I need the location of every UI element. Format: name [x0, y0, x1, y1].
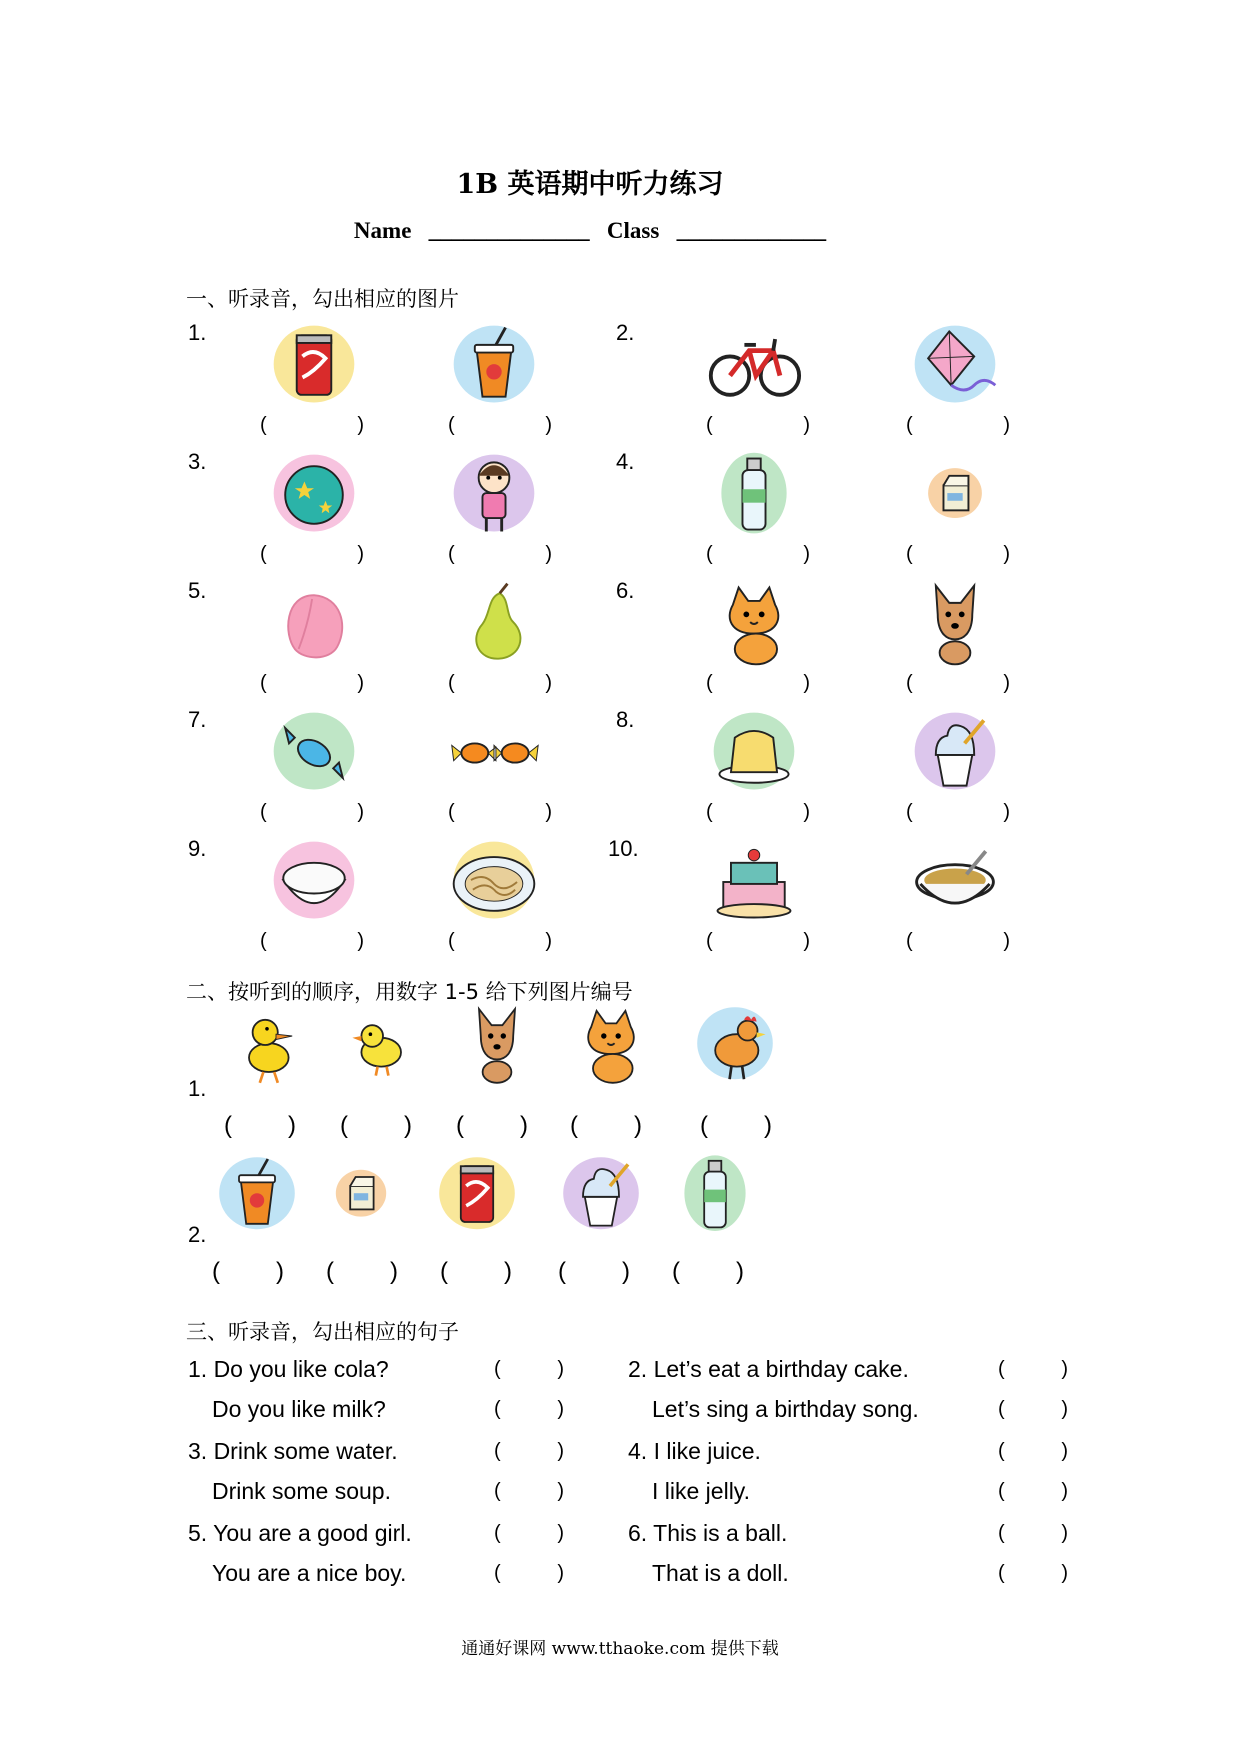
answer-bracket[interactable]: ( ): [448, 543, 552, 565]
answer-bracket[interactable]: ( ): [706, 801, 810, 823]
sweets-icon: [442, 705, 546, 801]
kite-icon: [903, 318, 1007, 414]
answer-bracket[interactable]: ( ): [448, 414, 552, 436]
name-blank[interactable]: ______________: [428, 218, 590, 243]
rice-icon: [262, 834, 366, 930]
number-bracket[interactable]: ( ): [700, 1112, 772, 1139]
cake-icon: [702, 834, 806, 930]
cat-icon: [702, 576, 806, 672]
answer-bracket[interactable]: ( ): [906, 930, 1010, 952]
item-number: 7.: [188, 707, 207, 732]
milk-carton-icon: [903, 447, 1007, 543]
number-bracket[interactable]: ( ): [212, 1258, 284, 1285]
number-bracket[interactable]: ( ): [340, 1112, 412, 1139]
sentence-check-bracket[interactable]: ( ): [998, 1522, 1068, 1544]
juice-cup-icon: [442, 318, 546, 414]
answer-bracket[interactable]: ( ): [906, 801, 1010, 823]
item-number: 10.: [608, 836, 639, 861]
sentence: 1. Do you like cola?: [188, 1356, 389, 1382]
item-number: 2.: [616, 320, 635, 345]
answer-bracket[interactable]: ( ): [906, 414, 1010, 436]
answer-bracket[interactable]: ( ): [260, 414, 364, 436]
duck-icon: [222, 1000, 312, 1090]
number-bracket[interactable]: ( ): [456, 1112, 528, 1139]
sentence: 3. Drink some water.: [188, 1438, 398, 1464]
milk-carton-icon: [316, 1150, 406, 1240]
sentence-check-bracket[interactable]: ( ): [494, 1480, 564, 1502]
number-bracket[interactable]: ( ): [440, 1258, 512, 1285]
sentence-check-bracket[interactable]: ( ): [998, 1440, 1068, 1462]
hen-icon: [690, 1000, 780, 1090]
chick-icon: [338, 1000, 428, 1090]
class-label: Class: [606, 218, 660, 243]
name-class-line: [0, 218, 1180, 244]
section2-heading: 二、按听到的顺序，用数字 1-5 给下列图片编号: [186, 980, 633, 1004]
sentence: You are a nice boy.: [212, 1560, 407, 1586]
cola-can-icon: [262, 318, 366, 414]
cola-can-icon: [432, 1150, 522, 1240]
answer-bracket[interactable]: ( ): [448, 930, 552, 952]
noodles-icon: [442, 834, 546, 930]
jelly-icon: [702, 705, 806, 801]
answer-bracket[interactable]: ( ): [906, 672, 1010, 694]
class-blank[interactable]: _____________: [676, 218, 827, 243]
row-number: 1.: [188, 1076, 207, 1101]
number-bracket[interactable]: ( ): [558, 1258, 630, 1285]
peach-icon: [262, 576, 366, 672]
number-bracket[interactable]: ( ): [224, 1112, 296, 1139]
item-number: 1.: [188, 320, 207, 345]
ice-cream-icon: [556, 1150, 646, 1240]
item-number: 5.: [188, 578, 207, 603]
ball-icon: [262, 447, 366, 543]
water-bottle-icon: [670, 1150, 760, 1240]
sentence-check-bracket[interactable]: ( ): [998, 1562, 1068, 1584]
number-bracket[interactable]: ( ): [326, 1258, 398, 1285]
sentence-check-bracket[interactable]: ( ): [494, 1358, 564, 1380]
sentence-check-bracket[interactable]: ( ): [998, 1480, 1068, 1502]
answer-bracket[interactable]: ( ): [260, 930, 364, 952]
sentence-check-bracket[interactable]: ( ): [998, 1398, 1068, 1420]
answer-bracket[interactable]: ( ): [260, 801, 364, 823]
section3-heading: 三、听录音，勾出相应的句子: [186, 1320, 459, 1344]
dog-icon: [452, 1000, 542, 1090]
answer-bracket[interactable]: ( ): [706, 672, 810, 694]
pear-icon: [442, 576, 546, 672]
answer-bracket[interactable]: ( ): [706, 930, 810, 952]
item-number: 4.: [616, 449, 635, 474]
answer-bracket[interactable]: ( ): [448, 672, 552, 694]
sentence-check-bracket[interactable]: ( ): [494, 1398, 564, 1420]
answer-bracket[interactable]: ( ): [448, 801, 552, 823]
sentence: I like jelly.: [652, 1478, 750, 1504]
candy-icon: [262, 705, 366, 801]
sentence: 2. Let’s eat a birthday cake.: [628, 1356, 909, 1382]
sentence-check-bracket[interactable]: ( ): [998, 1358, 1068, 1380]
water-bottle-icon: [702, 447, 806, 543]
sentence: 6. This is a ball.: [628, 1520, 788, 1546]
sentence: Let’s sing a birthday song.: [652, 1396, 919, 1422]
footer-text: 通通好课网 www.tthaoke.com 提供下载: [461, 1639, 779, 1659]
number-bracket[interactable]: ( ): [672, 1258, 744, 1285]
soup-icon: [903, 834, 1007, 930]
sentence-check-bracket[interactable]: ( ): [494, 1440, 564, 1462]
answer-bracket[interactable]: ( ): [906, 543, 1010, 565]
sentence: Drink some soup.: [212, 1478, 391, 1504]
answer-bracket[interactable]: ( ): [260, 543, 364, 565]
doll-icon: [442, 447, 546, 543]
item-number: 9.: [188, 836, 207, 861]
sentence-check-bracket[interactable]: ( ): [494, 1562, 564, 1584]
item-number: 6.: [616, 578, 635, 603]
juice-cup-icon: [212, 1150, 302, 1240]
number-bracket[interactable]: ( ): [570, 1112, 642, 1139]
ice-cream-icon: [903, 705, 1007, 801]
bicycle-icon: [702, 318, 806, 414]
item-number: 8.: [616, 707, 635, 732]
sentence: That is a doll.: [652, 1560, 789, 1586]
row-number: 2.: [188, 1222, 207, 1247]
answer-bracket[interactable]: ( ): [260, 672, 364, 694]
answer-bracket[interactable]: ( ): [706, 414, 810, 436]
item-number: 3.: [188, 449, 207, 474]
dog-icon: [903, 576, 1007, 672]
page-title: 1B 英语期中听力练习: [456, 169, 724, 200]
sentence: Do you like milk?: [212, 1396, 386, 1422]
sentence: 5. You are a good girl.: [188, 1520, 412, 1546]
sentence: 4. I like juice.: [628, 1438, 761, 1464]
sentence-check-bracket[interactable]: ( ): [494, 1522, 564, 1544]
section1-heading: 一、听录音，勾出相应的图片: [186, 287, 459, 311]
cat-icon: [566, 1000, 656, 1090]
answer-bracket[interactable]: ( ): [706, 543, 810, 565]
name-label: Name: [353, 218, 412, 243]
